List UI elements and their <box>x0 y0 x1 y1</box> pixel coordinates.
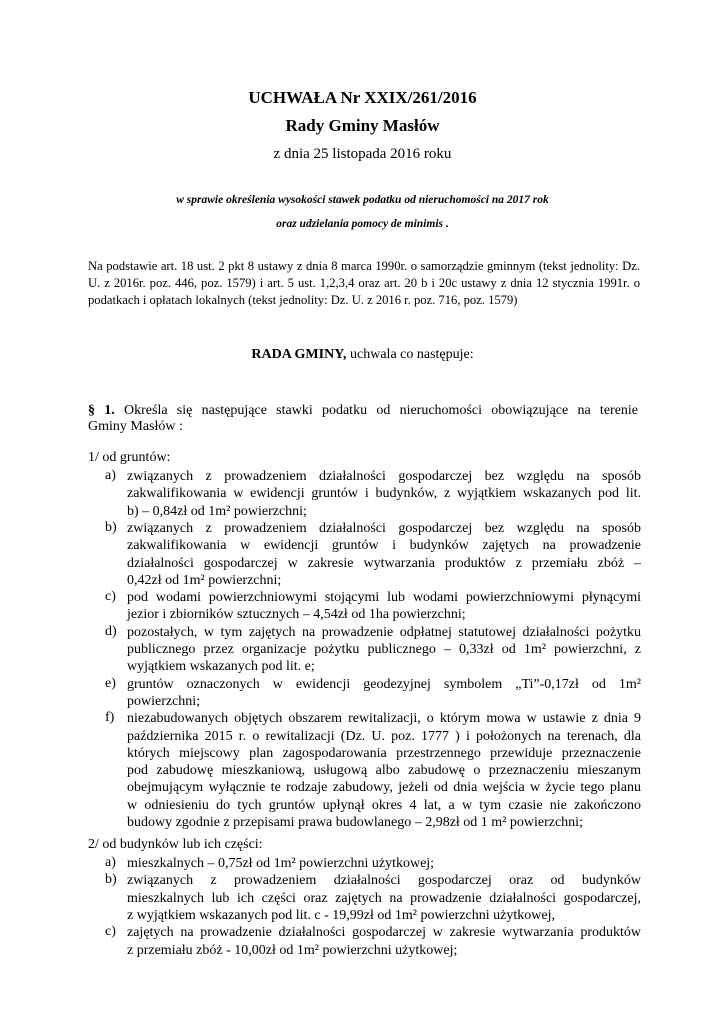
buildings-heading: 2/ od budynków lub ich części: <box>88 837 263 852</box>
list-item-text-line: niezabudowanych objętych obszarem rewitalizacji, o którym mowa w ustawie z dnia 9 <box>127 711 641 727</box>
list-item-text-line: zakwalifikowania w ewidencji gruntów i budynków, z wyjątkiem wskazanych pod lit. <box>127 486 641 502</box>
list-item-text-line: mieszkalnych – 0,75zł od 1m² powierzchni użytkowej; <box>127 856 435 871</box>
section-mark: § 1. <box>88 403 115 418</box>
list-item-marker: c) <box>105 924 116 940</box>
resolution-date: z dnia 25 listopada 2016 roku <box>273 146 452 162</box>
council-resolves-rest: uchwala co następuje: <box>346 347 474 362</box>
list-item-text-line: działalności gospodarczej w zakresie wytwarzania produktów z przemiału zbóż – <box>127 555 641 571</box>
list-item-text-line: zajętych na prowadzenie działalności gospodarczej w zakresie wytwarzania produktów <box>127 925 641 941</box>
list-item-text-line: jezior i zbiorników sztucznych – 4,54zł od 1ha powierzchni; <box>127 607 466 623</box>
list-item-text-line: pod zabudowę mieszkaniową, usługową albo zabudowę o przeznaczeniu mieszanym <box>127 763 641 779</box>
list-item-marker: b) <box>105 872 117 888</box>
legal-basis: Na podstawie art. 18 ust. 2 pkt 8 ustawy z dnia 8 marca 1990r. o samorządzie gminnym (tekst jednolity: Dz. U. z 2016r. poz. 446, poz. 1579) i art. 5 ust. 1,2,3,4 oraz art. 20 b i 20c ustawy z dnia 12 stycznia 1991r. o podatkach i opłatach lokalnych (tekst jednolity: Dz. U. z 2016 r. poz. 716, poz. 1579) <box>88 259 640 307</box>
council-resolves <box>0 347 725 363</box>
list-item-text-line: w odniesieniu do tych gruntów upłynął okres 4 lat, a w tym czasie nie zakończono <box>127 797 641 813</box>
list-item-text-line: zakwalifikowania w ewidencji gruntów i budynków zajętych na prowadzenie <box>127 538 641 554</box>
section-1-line-1: § 1. Określa się następujące stawki podatku od nieruchomości obowiązujące na terenie <box>88 403 639 418</box>
list-item-text-line: z wyjątkiem wskazanych pod lit. c - 19,99zł od 1m² powierzchni użytkowej, <box>127 907 555 923</box>
list-item-text-line: pod wodami powierzchniowymi stojącymi lub wodami powierzchniowymi płynącymi <box>127 590 641 606</box>
resolution-title: UCHWAŁA Nr XXIX/261/2016 <box>248 88 477 107</box>
list-item-marker: a) <box>105 855 116 870</box>
list-item-marker: f) <box>105 710 115 726</box>
list-item-text-line: budowy zgodnie z przepisami prawa budowlanego – 2,98zł od 1 m² powierzchni; <box>127 815 583 830</box>
list-item-text-line: z przemiału zbóż - 10,00zł od 1m² powierzchni użytkowej; <box>127 942 458 958</box>
list-item-marker: e) <box>105 675 116 691</box>
list-item-text-line: b) – 0,84zł od 1m² powierzchni; <box>127 503 307 519</box>
list-item-text-line: powierzchni; <box>127 693 201 709</box>
council-resolves-bold: RADA GMINY, <box>251 347 347 362</box>
list-item-text-line: wyjątkiem wskazanych pod lit. e; <box>127 659 315 675</box>
council-name: Rady Gminy Masłów <box>285 116 440 135</box>
land-heading: 1/ od gruntów: <box>88 450 171 465</box>
list-item-text-line: mieszkalnych lub ich części oraz zajętych na prowadzenie działalności gospodarczej, <box>127 890 641 906</box>
subject-line-2: oraz udzielania pomocy de minimis . <box>276 218 449 230</box>
section-1-line-2: Gminy Masłów : <box>88 419 183 434</box>
list-item-text-line: których miejscowy plan zagospodarowania przestrzennego przewiduje przeznaczenie <box>127 745 641 761</box>
list-item-text-line: publicznego przez organizacje pożytku publicznego – 0,33zł od 1m² powierzchni, z <box>127 642 641 657</box>
list-item-text-line: związanych z prowadzeniem działalności gospodarczej bez względu na sposób <box>127 520 641 536</box>
list-item-marker: d) <box>105 623 117 639</box>
list-item-marker: b) <box>105 519 117 535</box>
list-item-text-line: związanych z prowadzeniem działalności gospodarczej oraz od budynków <box>127 873 641 889</box>
list-item-marker: c) <box>105 589 116 605</box>
list-item-text-line: 0,42zł od 1m² powierzchni; <box>127 572 282 588</box>
list-item-text-line: października 2015 r. o rewitalizacji (Dz. U. poz. 1777 ) i położonych na terenach, dla <box>127 728 641 744</box>
subject-line-1: w sprawie określenia wysokości stawek podatku od nieruchomości na 2017 rok <box>176 194 549 206</box>
list-item-text-line: obejmującym wyłącznie te rodzaje zabudowy, jeżeli od dnia wejścia w życie tego planu <box>127 780 641 796</box>
list-item-text-line: związanych z prowadzeniem działalności gospodarczej bez względu na sposób <box>127 469 641 484</box>
list-item-text-line: pozostałych, w tym zajętych na prowadzenie odpłatnej statutowej działalności pożytku <box>127 624 641 640</box>
list-item-text-line: gruntów oznaczonych w ewidencji geodezyjnej symbolem „Ti”-0,17zł od 1m² <box>127 676 641 692</box>
list-item-marker: a) <box>105 468 116 483</box>
